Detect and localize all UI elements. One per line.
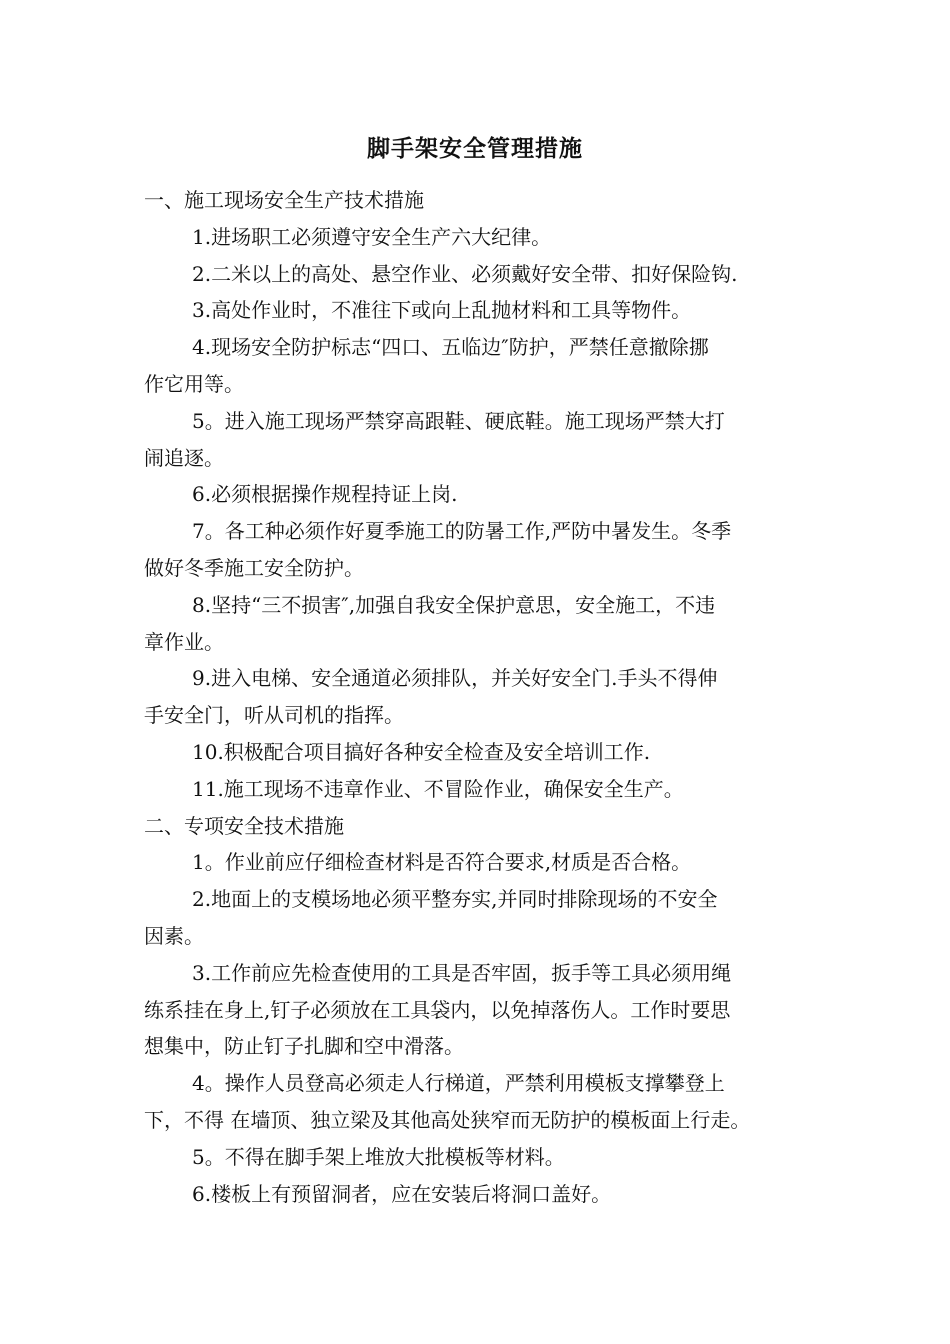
paragraph-line: 10.积极配合项目搞好各种安全检查及安全培训工作. <box>192 739 651 764</box>
paragraph-line: 5。进入施工现场严禁穿高跟鞋、硬底鞋。施工现场严禁大打 <box>192 408 725 433</box>
paragraph-line: 4.现场安全防护标志“四口、五临边″防护，严禁任意撤除挪 <box>192 335 709 360</box>
paragraph-line: 8.坚持“三不损害″,加强自我安全保护意思，安全施工，不违 <box>192 592 716 617</box>
paragraph-line: 练系挂在身上,钉子必须放在工具袋内，以免掉落伤人。工作时要思 <box>144 997 731 1022</box>
document-body <box>144 182 824 1212</box>
paragraph-line: 11.施工现场不违章作业、不冒险作业，确保安全生产。 <box>192 776 684 801</box>
paragraph-line: 章作业。 <box>144 629 224 654</box>
paragraph-line: 7。各工种必须作好夏季施工的防暑工作,严防中暑发生。冬季 <box>192 519 732 544</box>
page-title: 脚手架安全管理措施 <box>367 135 583 162</box>
section-heading: 二、专项安全技术措施 <box>144 813 344 838</box>
paragraph-line: 2.地面上的支模场地必须平整夯实,并同时排除现场的不安全 <box>192 887 718 912</box>
section-heading: 一、施工现场安全生产技术措施 <box>144 188 424 212</box>
paragraph-line: 作它用等。 <box>144 371 244 396</box>
paragraph-line: 下，不得 在墙顶、独立梁及其他高处狭窄而无防护的模板面上行走。 <box>144 1107 751 1132</box>
paragraph-line: 3.高处作业时，不准往下或向上乱抛材料和工具等物件。 <box>192 298 692 323</box>
paragraph-line: 想集中，防止钉子扎脚和空中滑落。 <box>144 1034 464 1059</box>
paragraph-line: 1.进场职工必须遵守安全生产六大纪律。 <box>192 224 552 249</box>
paragraph-line: 5。不得在脚手架上堆放大批模板等材料。 <box>192 1144 565 1169</box>
paragraph-line: 1。作业前应仔细检查材料是否符合要求,材质是否合格。 <box>192 850 692 875</box>
paragraph-line: 4。操作人员登高必须走人行梯道，严禁利用模板支撑攀登上 <box>192 1071 725 1096</box>
paragraph-line: 6.楼板上有预留洞者，应在安装后将洞口盖好。 <box>192 1181 612 1206</box>
paragraph-line: 做好冬季施工安全防护。 <box>144 555 364 580</box>
paragraph-line: 因素。 <box>144 923 204 948</box>
paragraph-line: 9.进入电梯、安全通道必须排队，并关好安全门.手头不得伸 <box>192 666 718 691</box>
paragraph-line: 6.必须根据操作规程持证上岗. <box>192 482 458 507</box>
paragraph-line: 2.二米以上的高处、悬空作业、必须戴好安全带、扣好保险钩. <box>192 261 738 286</box>
paragraph-line: 3.工作前应先检查使用的工具是否牢固，扳手等工具必须用绳 <box>192 960 732 985</box>
paragraph-line: 手安全门，听从司机的指挥。 <box>144 703 404 728</box>
paragraph-line: 闹追逐。 <box>144 445 224 470</box>
